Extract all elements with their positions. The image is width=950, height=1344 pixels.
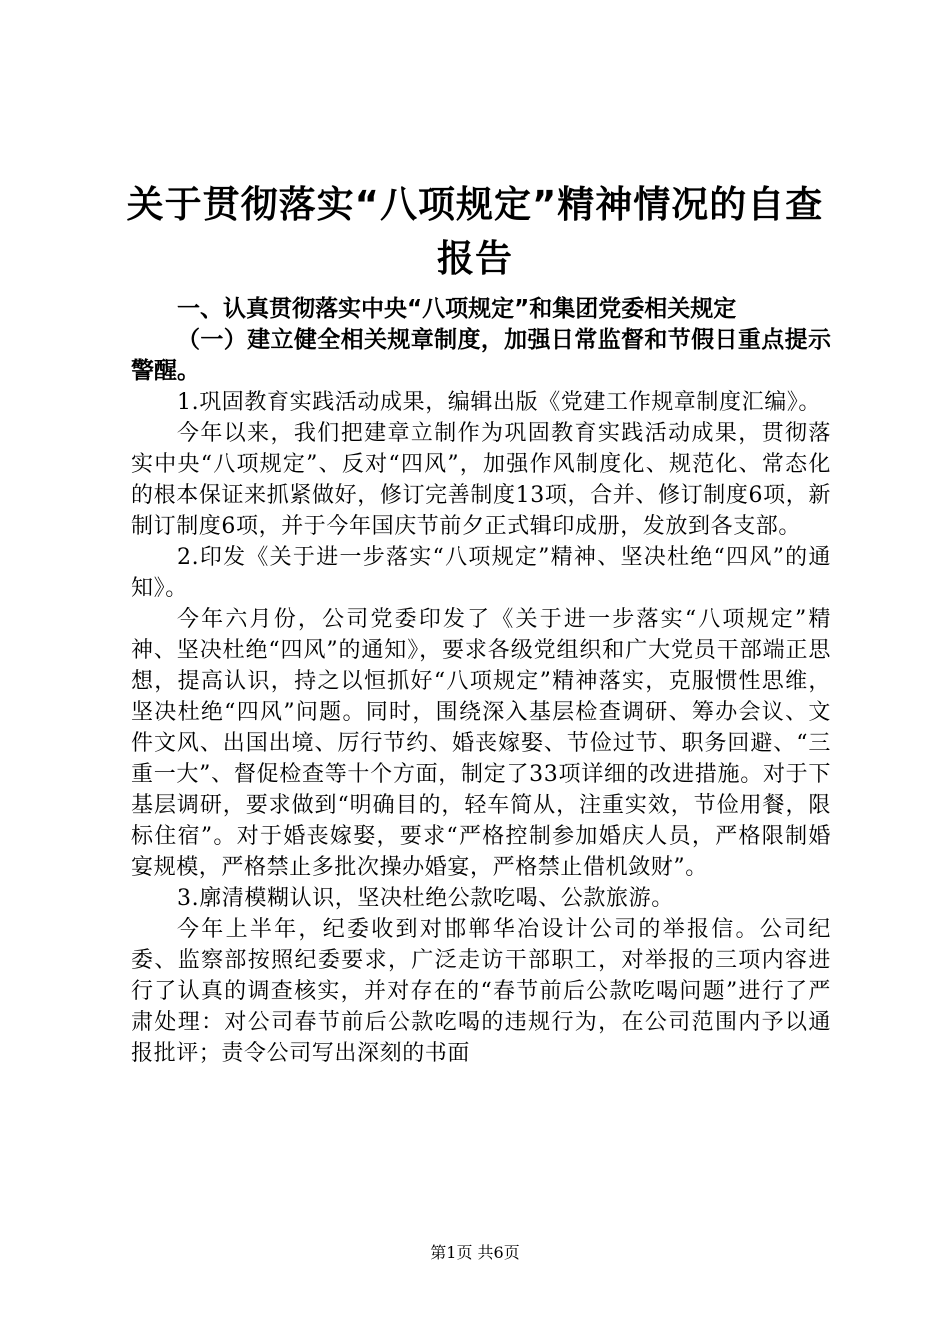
page-footer: 第1页 共6页 <box>430 1243 520 1262</box>
document-title: 关于贯彻落实“八项规定”精神情况的自查报告 <box>126 183 824 280</box>
section-heading: 一、认真贯彻落实中央“八项规定”和集团党委相关规定 <box>177 296 737 322</box>
list-item-heading: 1.巩固教育实践活动成果，编辑出版《党建工作规章制度汇编》。 <box>177 390 821 415</box>
document-body <box>131 294 831 1069</box>
paragraph: 今年以来，我们把建章立制作为巩固教育实践活动成果，贯彻落实中央“八项规定”、反对“四风”，加强作风制度化、规范化、常态化的根本保证来抓紧做好，修订完善制度13项，合并、修订制度6项，新制订制度6项，并于今年国庆节前夕正式辑印成册，发放到各支部。 <box>131 421 831 539</box>
list-item-heading: 3.廓清模糊认识，坚决杜绝公款吃喝、公款旅游。 <box>177 886 674 911</box>
paragraph: 今年六月份，公司党委印发了《关于进一步落实“八项规定”精神、坚决杜绝“四风”的通知》，要求各级党组织和广大党员干部端正思想，提高认识，持之以恒抓好“八项规定”精神落实，克服惯性思维，坚决杜绝“四风”问题。同时，围绕深入基层检查调研、筹办会议、文件文风、出国出境、厉行节约、婚丧嫁娶、节俭过节、职务回避、“三重一大”、督促检查等十个方面，制定了33项详细的改进措施。对于下基层调研，要求做到“明确目的，轻车简从，注重实效，节俭用餐，限标住宿”。对于婚丧嫁娶，要求“严格控制参加婚庆人员，严格限制婚宴规模，严格禁止多批次操办婚宴，严格禁止借机敛财”。 <box>131 607 831 880</box>
list-item-heading: 2.印发《关于进一步落实“八项规定”精神、坚决杜绝“四风”的通知》。 <box>131 545 831 601</box>
subsection-heading: （一）建立健全相关规章制度，加强日常监督和节假日重点提示警醒。 <box>131 327 831 384</box>
paragraph: 今年上半年，纪委收到对邯郸华冶设计公司的举报信。公司纪委、监察部按照纪委要求，广泛走访干部职工，对举报的三项内容进行了认真的调查核实，并对存在的“春节前后公款吃喝问题”进行了严肃处理：对公司春节前后公款吃喝的违规行为，在公司范围内予以通报批评；责令公司写出深刻的书面 <box>131 917 831 1066</box>
